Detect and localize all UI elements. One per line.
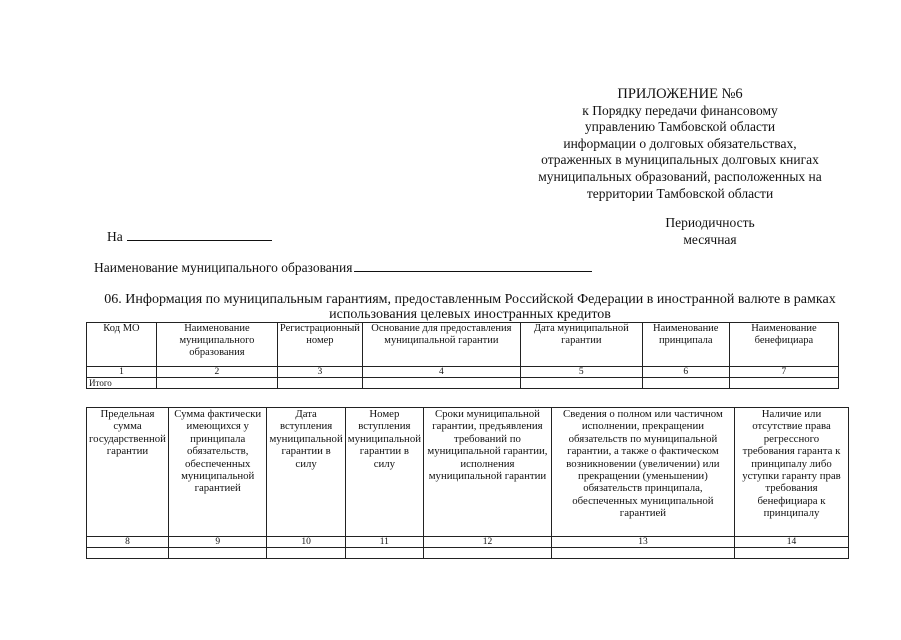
column-number: 8 xyxy=(87,537,169,548)
header-cell: Наименование муниципального образования xyxy=(156,323,277,367)
appendix-line: муниципальных образований, расположенных на xyxy=(538,168,822,184)
date-label: На xyxy=(107,229,123,244)
guarantees-table-part1 xyxy=(86,322,839,389)
header-cell: Регистрационный номер xyxy=(277,323,362,367)
section-title: 06. Информация по муниципальным гарантиям, предоставленным Российской Федерации в иностранной валюте в рамках использования целевых иностранных кредитов xyxy=(104,292,836,322)
column-number: 13 xyxy=(551,537,734,548)
column-number: 6 xyxy=(642,367,729,378)
header-cell: Сведения о полном или частичном исполнении, прекращении обязательств по муниципальной гарантии, а также о фактическом возникновении (увеличении) или прекращении (уменьшении) обязательств принципала, обеспеченных муниципальной гарантией xyxy=(551,408,734,537)
table2-data-row xyxy=(87,548,849,559)
column-number: 2 xyxy=(156,367,277,378)
header-cell: Сроки муниципальной гарантии, предъявления требований по муниципальной гарантии, исполнения муниципальной гарантии xyxy=(424,408,552,537)
column-number: 10 xyxy=(267,537,345,548)
appendix-line: к Порядку передачи финансовому xyxy=(582,102,778,118)
column-number: 9 xyxy=(168,537,267,548)
total-cell[interactable] xyxy=(277,378,362,389)
column-number: 1 xyxy=(87,367,157,378)
total-label: Итого xyxy=(87,378,157,389)
municipality-label: Наименование муниципального образования xyxy=(94,260,353,275)
header-cell: Наименование бенефициара xyxy=(729,323,838,367)
column-number: 12 xyxy=(424,537,552,548)
column-number: 4 xyxy=(362,367,520,378)
data-cell[interactable] xyxy=(551,548,734,559)
column-number: 7 xyxy=(729,367,838,378)
total-cell[interactable] xyxy=(520,378,642,389)
table2-number-row xyxy=(87,537,849,548)
column-number: 11 xyxy=(345,537,423,548)
data-cell[interactable] xyxy=(345,548,423,559)
table1-number-row xyxy=(87,367,839,378)
column-number: 3 xyxy=(277,367,362,378)
column-number: 14 xyxy=(734,537,848,548)
data-cell[interactable] xyxy=(267,548,345,559)
appendix-line: территории Тамбовской области xyxy=(586,185,774,201)
data-cell[interactable] xyxy=(168,548,267,559)
total-cell[interactable] xyxy=(362,378,520,389)
header-cell: Наименование принципала xyxy=(642,323,729,367)
appendix-header xyxy=(500,86,860,202)
total-cell[interactable] xyxy=(642,378,729,389)
periodicity-block xyxy=(640,215,780,248)
appendix-line: управлению Тамбовской области xyxy=(584,119,776,135)
table2-header-row xyxy=(87,408,849,537)
data-cell[interactable] xyxy=(87,548,169,559)
total-cell[interactable] xyxy=(156,378,277,389)
date-field xyxy=(107,228,272,245)
header-cell: Дата муниципальной гарантии xyxy=(520,323,642,367)
date-blank-line[interactable] xyxy=(127,228,272,241)
guarantees-table-part2 xyxy=(86,407,849,559)
appendix-line: отраженных в муниципальных долговых книгах xyxy=(541,152,819,168)
header-cell: Код МО xyxy=(87,323,157,367)
total-cell[interactable] xyxy=(729,378,838,389)
table1-header-row xyxy=(87,323,839,367)
header-cell: Основание для предоставления муниципальной гарантии xyxy=(362,323,520,367)
appendix-line: информации о долговых обязательствах, xyxy=(563,135,797,151)
data-cell[interactable] xyxy=(424,548,552,559)
header-cell: Предельная сумма государственной гарантии xyxy=(87,408,169,537)
municipality-field xyxy=(94,259,592,276)
appendix-title: ПРИЛОЖЕНИЕ №6 xyxy=(617,86,743,102)
column-number: 5 xyxy=(520,367,642,378)
header-cell: Сумма фактически имеющихся у принципала обязательств, обеспеченных муниципальной гарантией xyxy=(168,408,267,537)
header-cell: Дата вступления муниципальной гарантии в силу xyxy=(267,408,345,537)
header-cell: Номер вступления муниципальной гарантии в силу xyxy=(345,408,423,537)
header-cell: Наличие или отсутствие права регрессного требования гаранта к принципалу либо уступки гаранту прав требования бенефициара к принципалу xyxy=(734,408,848,537)
data-cell[interactable] xyxy=(734,548,848,559)
municipality-blank-line[interactable] xyxy=(354,259,592,272)
table1-total-row xyxy=(87,378,839,389)
periodicity-value: месячная xyxy=(683,231,737,247)
periodicity-label: Периодичность xyxy=(665,215,755,230)
